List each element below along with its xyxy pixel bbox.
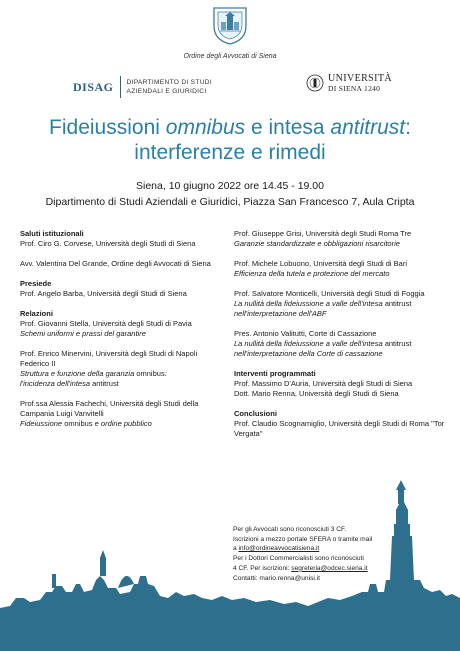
speaker: Prof.ssa Alessia Fachechi, Università degli Studi della Campania Luigi Vanvitelli (20, 399, 199, 418)
disag-wordmark: DISAG (73, 79, 114, 94)
talk-title: Garanzie standardizzate e obbligazioni risarcitorie (234, 239, 400, 248)
disag-logo (73, 74, 212, 100)
email-link-odcec[interactable]: segreteria@odcec.siena.it (291, 564, 368, 572)
speaker: Dott. Mario Renna, Università degli Studi di Siena (234, 389, 399, 398)
section-heading: Relazioni (20, 309, 53, 318)
event-subtitle: interferenze e rimedi (134, 141, 326, 164)
speaker: Prof. Giuseppe Grisi, Università degli Studi Roma Tre (234, 229, 412, 238)
talk-title: Fideiussione omnibus e ordine pubblico (20, 419, 152, 428)
talk-title: La nullità della fideiussione a valle dell'intesa antitrust nell'interpretazione dell'ABF (234, 299, 412, 318)
department-name: DIPARTIMENTO DI STUDI AZIENDALI E GIURIDICI (126, 79, 212, 95)
university-seal-icon (306, 74, 324, 92)
email-link-ordine[interactable]: info@ordineavvocatisiena.it (238, 545, 320, 553)
section-heading: Presiede (20, 279, 52, 288)
section-heading: Interventi programmati (234, 369, 316, 378)
program-right-column (234, 229, 456, 449)
speaker: Pres. Antonio Valitutti, Corte di Cassazione (234, 329, 377, 338)
info-line: 4 CF. Per iscrizioni: segreteria@odcec.siena.it (233, 564, 368, 572)
section-heading: Conclusioni (234, 409, 277, 418)
program-left-column (20, 229, 225, 439)
section-heading: Saluti istituzionali (20, 229, 84, 238)
university-name: UNIVERSITÀ (328, 73, 392, 84)
logo-divider (120, 76, 121, 98)
info-line: Per gli Avvocati sono riconosciuti 3 CF. (233, 526, 347, 533)
info-line: a info@ordineavvocatisiena.it (233, 545, 320, 553)
university-city: DI SIENA 1240 (328, 84, 381, 93)
contact-line: Contatti: mario.renna@unisi.it (233, 574, 320, 582)
event-date: Siena, 10 giugno 2022 ore 14.45 - 19.00 (136, 180, 324, 192)
speaker: Prof. Ciro G. Corvese, Università degli Studi di Siena (20, 239, 196, 248)
talk-title: Schemi uniformi e prassi del garantire (20, 329, 146, 338)
speaker: Prof. Giovanni Stella, Università degli Studi di Pavia (20, 319, 192, 328)
speaker: Prof. Angelo Barba, Università degli Studi di Siena (20, 289, 187, 298)
speaker: Prof. Massimo D'Auria, Università degli Studi di Siena (234, 379, 413, 388)
siena-crest-icon (210, 4, 250, 46)
university-logo (306, 73, 392, 93)
event-title: Fideiussioni omnibus e intesa antitrust: interferenze e rimedi (49, 116, 411, 164)
order-name: Ordine degli Avvocati di Siena (183, 53, 277, 60)
talk-title: Struttura e funzione della garanzia omnibus: l'incidenza dell'intesa antitrust (20, 369, 167, 388)
registration-info (233, 525, 433, 583)
speaker: Prof. Salvatore Monticelli, Università degli Studi di Foggia (234, 289, 425, 298)
event-venue: Dipartimento di Studi Aziendali e Giuridici, Piazza San Francesco 7, Aula Cripta (45, 196, 415, 208)
info-line: Per i Dottori Commercialisti sono riconosciuti (233, 555, 364, 563)
info-line: Iscrizioni a mezzo portale SFERA o tramite mail (233, 535, 373, 543)
speaker: Prof. Michele Lobuono, Università degli Studi di Bari (234, 259, 408, 268)
talk-title: La nullità della fideiussione a valle dell'intesa antitrust nell'interpretazione della Corte di cassazione (234, 339, 412, 358)
speaker: Prof. Enrico Minervini, Università degli Studi di Napoli Federico II (20, 349, 198, 368)
speaker: Avv. Valentina Del Grande, Ordine degli Avvocati di Siena (20, 259, 211, 268)
talk-title: Efficienza della tutela e protezione del mercato (234, 269, 390, 278)
speaker: Prof. Claudio Scognamiglio, Università degli Studi di Roma "Tor Vergata" (234, 419, 445, 438)
